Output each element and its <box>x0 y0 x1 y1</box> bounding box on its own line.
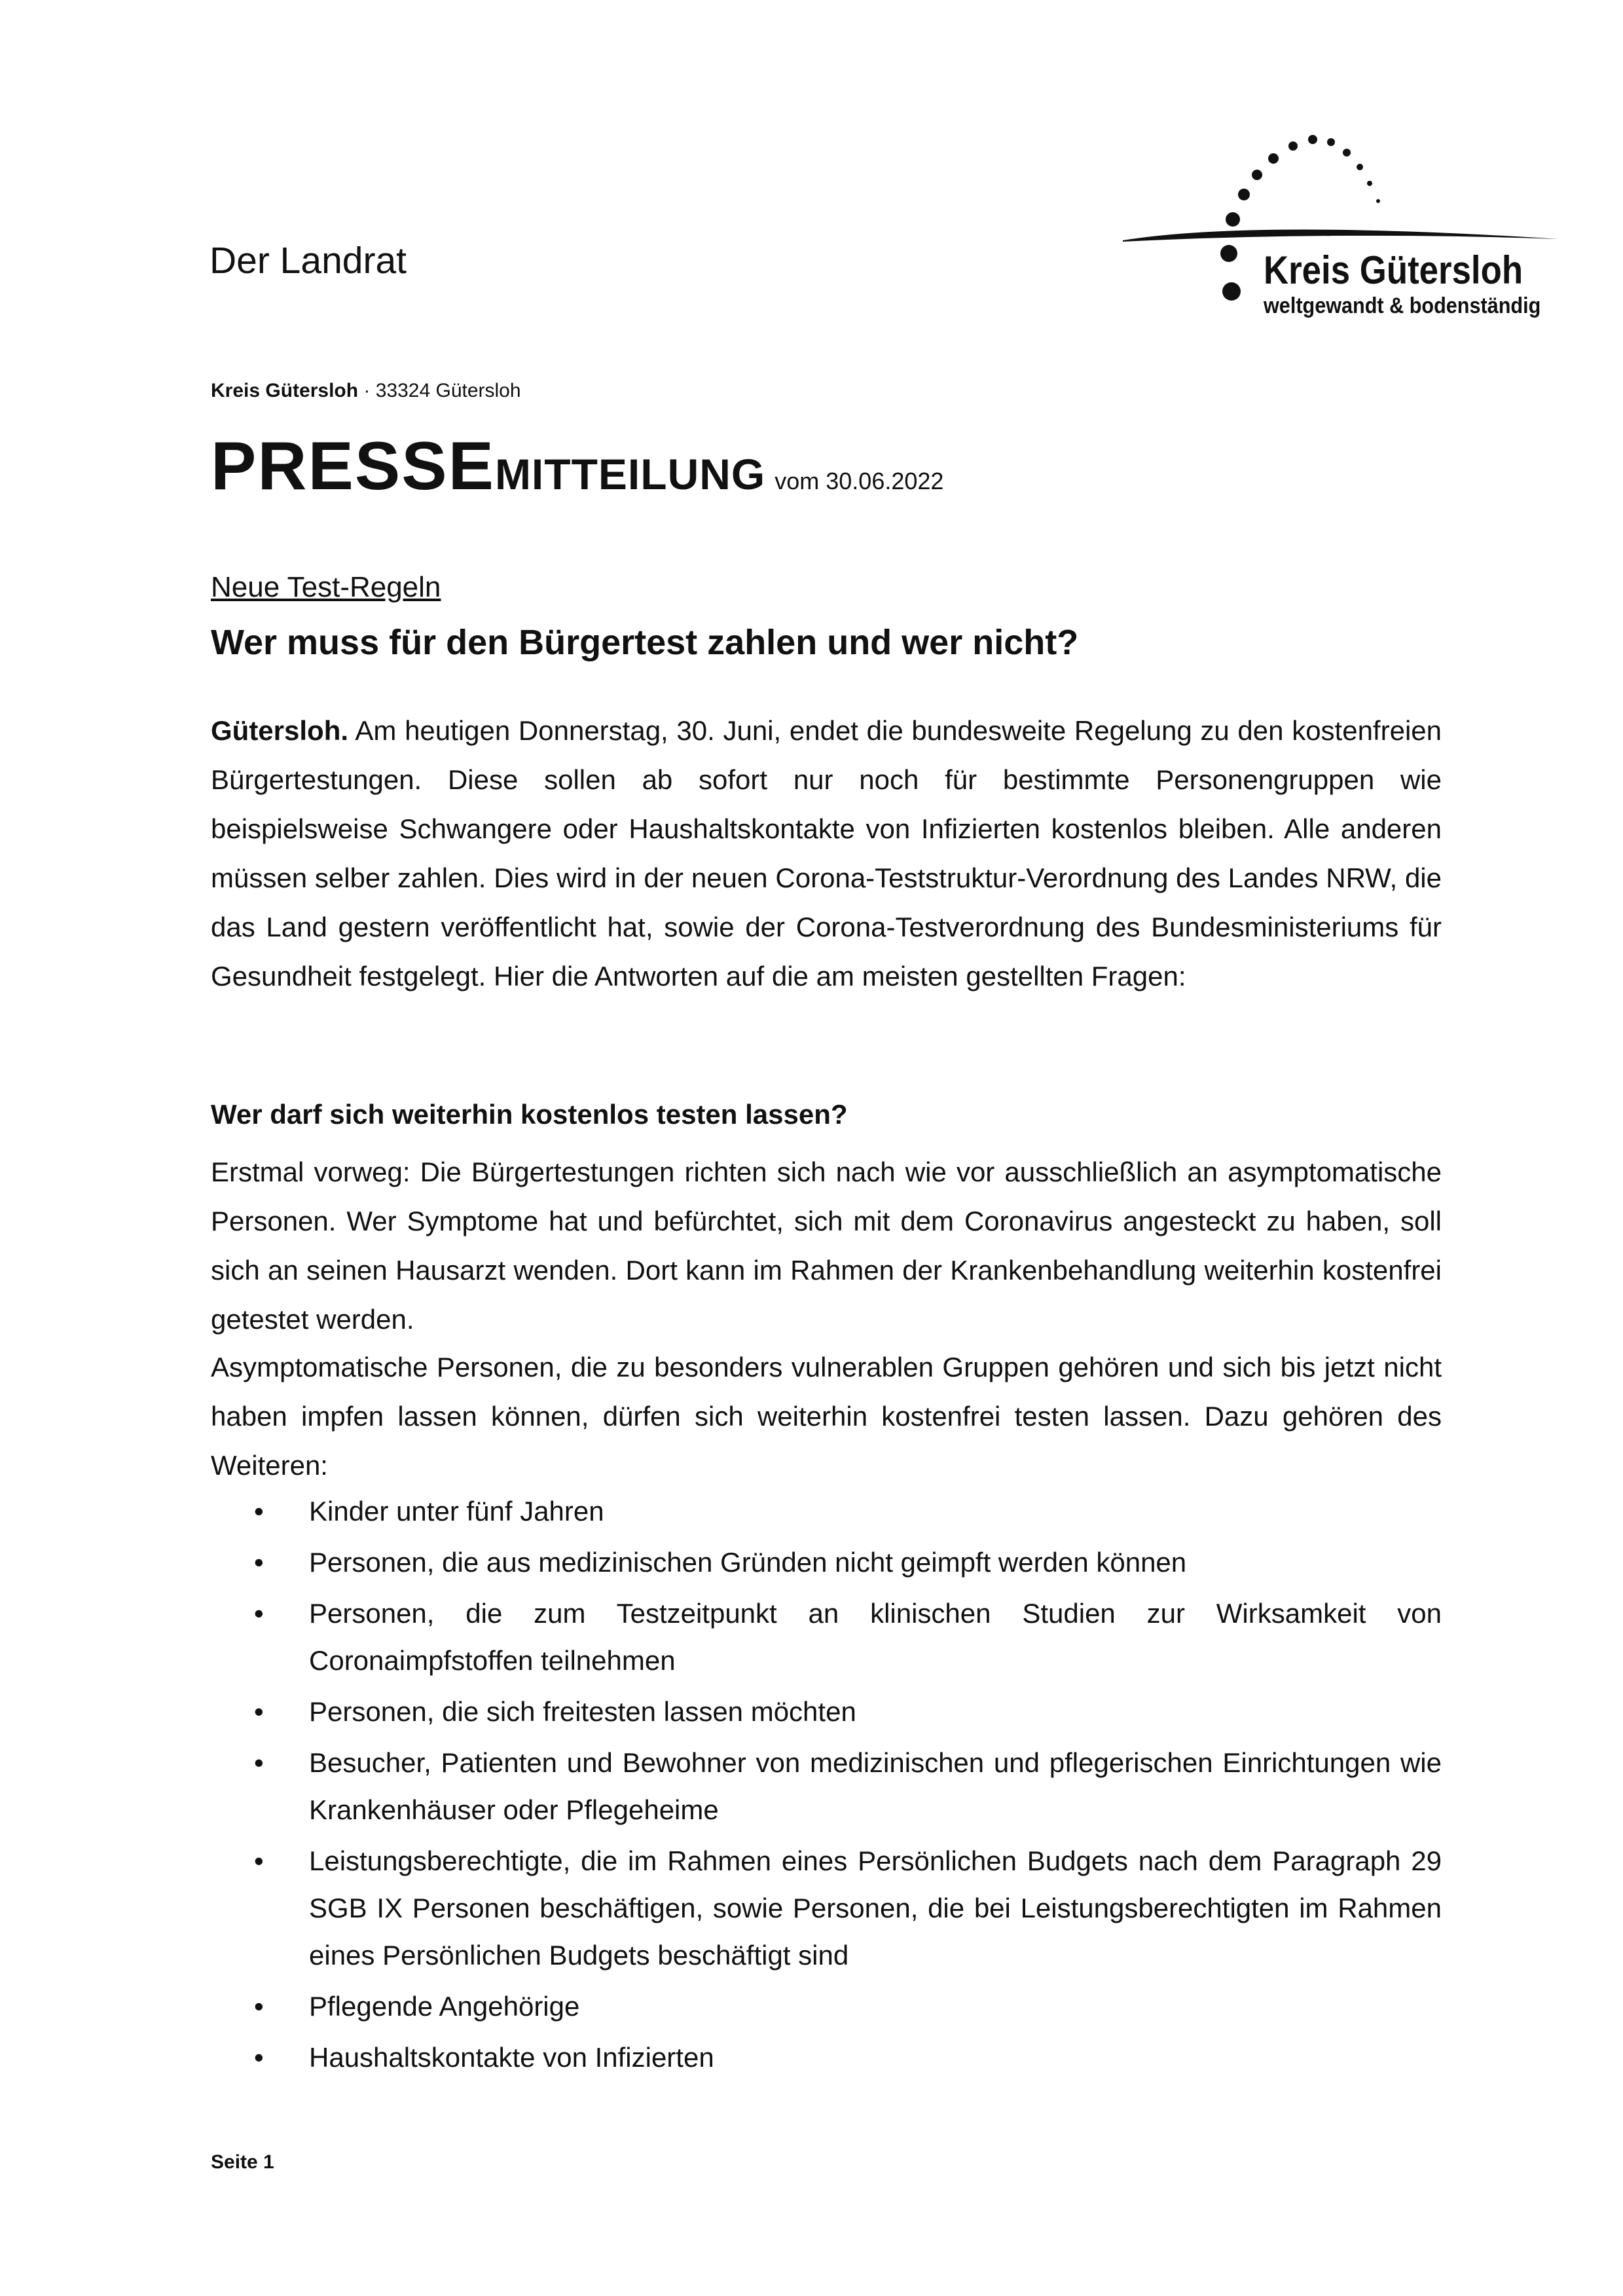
list-item: • Besucher, Patienten und Bewohner von medizinischen und pflegerischen Einrichtungen wie Krankenhäuser oder Pflegeheime <box>211 1739 1442 1834</box>
list-item: • Personen, die aus medizinischen Gründen nicht geimpft werden können <box>211 1539 1442 1586</box>
department-name: Der Landrat <box>210 240 407 282</box>
body-paragraph: Erstmal vorweg: Die Bürgertestungen richten sich nach wie vor ausschließlich an asymptomatische Personen. Wer Symptome hat und befürchtet, sich mit dem Coronavirus angesteckt zu haben, soll sich an seinen Hausarzt wenden. Dort kann im Rahmen der Krankenbehandlung weiterhin kostenfrei getestet werden. <box>211 1157 1442 1335</box>
article-kicker: Neue Test-Regeln <box>211 571 441 603</box>
list-item: • Leistungsberechtigte, die im Rahmen eines Persönlichen Budgets nach dem Paragraph 29 SGB IX Personen beschäftigen, sowie Personen, die bei Leistungsberechtigten im Rahmen eines Persönlichen Budgets beschäftigt sind <box>211 1838 1442 1979</box>
title-mitteilung: MITTEILUNG <box>494 450 766 498</box>
dateline: Gütersloh. <box>211 715 349 746</box>
press-release-title <box>211 428 944 504</box>
bullet-icon: • <box>254 2042 264 2073</box>
title-presse: PRESSE <box>211 428 495 504</box>
logo-tagline: weltgewandt & bodenständig <box>1264 293 1541 318</box>
section-subheading: Wer darf sich weiterhin kostenlos testen lassen? <box>211 1099 848 1130</box>
sender-name: Kreis Gütersloh <box>211 380 359 401</box>
list-item: • Pflegende Angehörige <box>211 1983 1442 2030</box>
list-item: • Kinder unter fünf Jahren <box>211 1488 1442 1535</box>
list-item: • Personen, die sich freitesten lassen möchten <box>211 1688 1442 1735</box>
bullet-icon: • <box>254 1598 264 1629</box>
bullet-icon: • <box>254 1845 264 1876</box>
release-date: vom 30.06.2022 <box>775 468 944 494</box>
page-number: Seite 1 <box>211 2151 274 2173</box>
bullet-icon: • <box>254 1496 264 1527</box>
intro-paragraph <box>211 706 1442 1001</box>
bullet-icon: • <box>254 1991 264 2022</box>
logo-name: Kreis Gütersloh <box>1264 248 1523 292</box>
bullet-icon: • <box>254 1696 264 1727</box>
list-item: • Personen, die zum Testzeitpunkt an klinischen Studien zur Wirksamkeit von Coronaimpfstoffen teilnehmen <box>211 1590 1442 1684</box>
sender-location: · 33324 Gütersloh <box>358 380 521 401</box>
bullet-icon: • <box>254 1747 264 1778</box>
eligible-groups-list <box>211 1488 1442 2085</box>
body-paragraph: Asymptomatische Personen, die zu besonders vulnerablen Gruppen gehören und sich bis jetzt nicht haben impfen lassen können, dürfen sich weiterhin kostenfrei testen lassen. Dazu gehören des Weiteren: <box>211 1352 1442 1481</box>
list-item: • Haushaltskontakte von Infizierten <box>211 2034 1442 2081</box>
bullet-icon: • <box>254 1547 264 1578</box>
intro-text: Am heutigen Donnerstag, 30. Juni, endet die bundesweite Regelung zu den kostenfreien Bürgertestungen. Diese sollen ab sofort nur noch für bestimmte Personengruppen wie beispielsweise Schwangere oder Haushaltskontakte von Infizierten kostenlos bleiben. Alle anderen müssen selber zahlen. Dies wird in der neuen Corona-Teststruktur-Verordnung des Landes NRW, die das Land gestern veröffentlicht hat, sowie der Corona-Testverordnung des Bundesministeriums für Gesundheit festgelegt. Hier die Antworten auf die am meisten gestellten Fragen: <box>211 715 1442 991</box>
article-headline: Wer muss für den Bürgertest zahlen und wer nicht? <box>211 623 1079 662</box>
sender-address <box>211 380 521 402</box>
